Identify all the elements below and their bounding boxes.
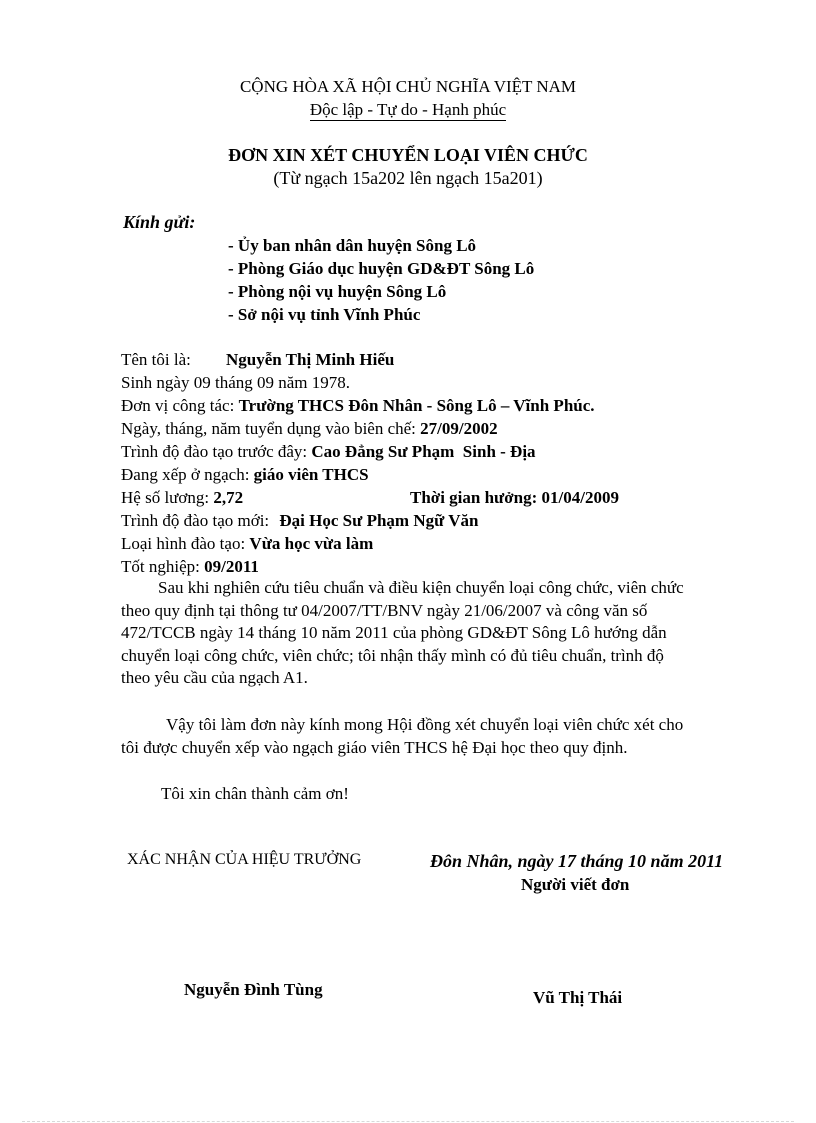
principal-confirm-title: XÁC NHẬN CỦA HIỆU TRƯỞNG [127, 851, 362, 868]
unit-label: Đơn vị công tác: [121, 396, 235, 415]
unit-line [121, 396, 595, 416]
document-subtitle: (Từ ngạch 15a202 lên ngạch 15a201) [273, 168, 543, 188]
prev-edu-value: Cao Đẳng Sư Phạm Sinh - Địa [311, 442, 536, 461]
recipient-item: - Phòng Giáo dục huyện GD&ĐT Sông Lô [228, 259, 535, 278]
page-bottom-divider [22, 1121, 794, 1122]
salary-line [121, 488, 243, 508]
document-title: ĐƠN XIN XÉT CHUYỂN LOẠI VIÊN CHỨC [228, 145, 588, 165]
period-line [410, 488, 619, 508]
new-edu-label: Trình độ đào tạo mới: [121, 511, 270, 530]
recipient-item: - Sở nội vụ tỉnh Vĩnh Phúc [228, 305, 421, 324]
name-value: Nguyễn Thị Minh Hiếu [226, 350, 395, 369]
recipient-item: - Phòng nội vụ huyện Sông Lô [228, 282, 447, 301]
grad-line [121, 557, 259, 577]
body-paragraph-2: Vậy tôi làm đơn này kính mong Hội đồng xét chuyển loại viên chức xét cho tôi được chuyển xếp vào ngạch giáo viên THCS hệ Đại học theo quy định. [121, 715, 684, 757]
new-edu-value: Đại Học Sư Phạm Ngữ Văn [279, 511, 479, 530]
new-edu-line [121, 511, 478, 531]
recipient-item: - Ủy ban nhân dân huyện Sông Lô [228, 236, 477, 255]
rank-line [121, 465, 369, 485]
prev-edu-label: Trình độ đào tạo trước đây: [121, 442, 308, 461]
nation-heading: CỘNG HÒA XÃ HỘI CHỦ NGHĨA VIỆT NAM [239, 77, 577, 96]
period-value: 01/04/2009 [541, 488, 619, 507]
mode-line [121, 534, 373, 554]
place-date: Đôn Nhân, ngày 17 tháng 10 năm 2011 [430, 851, 724, 871]
thanks-line: Tôi xin chân thành cảm ơn! [161, 784, 349, 803]
mode-label: Loại hình đào tạo: [121, 534, 246, 553]
hire-label: Ngày, tháng, năm tuyển dụng vào biên chế: [121, 419, 416, 438]
rank-label: Đang xếp ở ngạch: [121, 465, 250, 484]
mode-value: Vừa học vừa làm [249, 534, 374, 553]
hire-value: 27/09/2002 [420, 419, 498, 438]
birth-line: Sinh ngày 09 tháng 09 năm 1978. [121, 373, 351, 392]
principal-name: Nguyễn Đình Tùng [184, 980, 323, 999]
unit-value: Trường THCS Đôn Nhân - Sông Lô – Vĩnh Phúc. [238, 396, 595, 415]
motto [0, 100, 816, 120]
salary-value: 2,72 [213, 488, 244, 507]
period-label: Thời gian hưởng: [410, 488, 538, 507]
applicant-title: Người viết đơn [521, 875, 630, 894]
grad-label: Tốt nghiệp: [121, 557, 200, 576]
salary-label: Hệ số lương: [121, 488, 210, 507]
motto-text: Độc lập - Tự do - Hạnh phúc [309, 100, 507, 119]
hire-line [121, 419, 498, 439]
applicant-name: Vũ Thị Thái [533, 988, 623, 1007]
grad-value: 09/2011 [204, 557, 259, 576]
rank-value: giáo viên THCS [253, 465, 369, 484]
prev-edu-line [121, 442, 536, 462]
body-paragraph-1: Sau khi nghiên cứu tiêu chuẩn và điều kiện chuyển loại công chức, viên chức theo quy định tại thông tư 04/2007/TT/BNV ngày 21/06/2007 và công văn số 472/TCCB ngày 14 tháng 10 năm 2011 của phòng GD&ĐT Sông Lô hướng dẫn chuyển loại công chức, viên chức; tôi nhận thấy mình có đủ tiêu chuẩn, trình độ theo yêu cầu của ngạch A1. [121, 578, 684, 687]
name-label: Tên tôi là: [121, 350, 191, 369]
recipients-label: Kính gửi: [123, 212, 196, 232]
